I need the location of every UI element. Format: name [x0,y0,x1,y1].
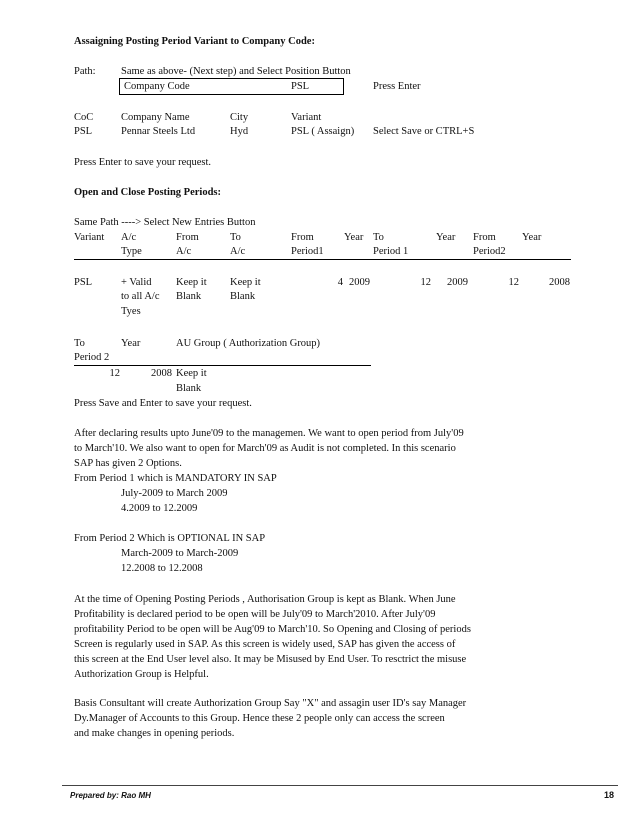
company-code-field-label: Company Code [124,81,190,92]
col-header-au-group: AU Group ( Authorization Group) [176,338,321,349]
paragraph-line: SAP has given 2 Options. [74,458,182,469]
section-heading-posting-period-variant: Assaigning Posting Period Variant to Company Code: [74,36,315,47]
paragraph-line: Dy.Manager of Accounts to this Group. Hence these 2 people only can access the screen [74,713,445,724]
option1-line: July-2009 to March 2009 [121,488,228,499]
press-enter-save-text: Press Enter to save your request. [74,157,212,168]
cell-au-group: Blank [176,383,202,394]
cell-variant: PSL [74,277,93,288]
cell-to-ac: Blank [230,291,256,302]
section-heading-open-close-periods: Open and Close Posting Periods: [74,187,222,198]
path-text: Same as above- (Next step) and Select Position Button [121,66,351,77]
company-code-field-value: PSL [291,81,310,92]
col-header-from-period1: Period1 [291,246,324,257]
col-header-from-ac: From [176,232,199,243]
col-header-to-period1: Period 1 [373,246,409,257]
path-label: Path: [74,66,96,77]
col-header-year: Year [121,338,141,349]
col-header-year3: Year [522,232,542,243]
col-header-year2: Year [436,232,456,243]
option1-title: From Period 1 which is MANDATORY IN SAP [74,473,277,484]
page-number: 18 [604,790,615,800]
cell-to-ac: Keep it [230,277,261,288]
press-save-text: Press Save and Enter to save your request. [74,398,252,409]
cell-year3: 2008 [549,277,570,288]
col-header-city: City [230,112,249,123]
paragraph-line: to March'10. We also want to open for March'09 as Audit is not completed. In this scenario [74,443,456,454]
save-instruction: Select Save or CTRL+S [373,126,475,137]
prepared-by: Prepared by: Rao MH [70,791,151,800]
cell-year1: 2009 [349,277,370,288]
col-header-to-ac: To [230,232,241,243]
paragraph-line: At the time of Opening Posting Periods , Authorisation Group is kept as Blank. When June [74,594,456,605]
cell-year2: 2009 [447,277,468,288]
cell-ac-type: to all A/c [121,291,160,302]
cell-from-ac: Keep it [176,277,207,288]
option1-line: 4.2009 to 12.2009 [121,503,198,514]
paragraph-line: Profitability is declared period to be open will be July'09 to March'2010. After July'09 [74,609,436,620]
cell-from-period1: 4 [337,277,343,288]
col-header-ac-type: Type [121,246,142,257]
paragraph-line: Authorization Group is Helpful. [74,669,209,680]
paragraph-line: this screen at the End User level also. It may be Misused by End User. To resctrict the misuse [74,654,467,665]
paragraph-line: profitability Period to be open will be Aug'09 to March'10. So Opening and Closing of periods [74,624,471,635]
col-header-year1: Year [344,232,364,243]
col-header-variant: Variant [74,232,105,243]
cell-company-name: Pennar Steels Ltd [121,126,196,137]
option2-title: From Period 2 Which is OPTIONAL IN SAP [74,533,266,544]
col-header-from-period2: From [473,232,496,243]
paragraph-line: Basis Consultant will create Authorization Group Say "X" and assagin user ID's say Manager [74,698,467,709]
table-header-divider [74,259,571,260]
col-header-from-period2: Period2 [473,246,506,257]
col-header-from-ac: A/c [176,246,192,257]
col-header-to-ac: A/c [230,246,246,257]
col-header-to-period2: Period 2 [74,352,110,363]
cell-coc: PSL [74,126,93,137]
cell-to-period2: 12 [109,368,120,379]
cell-variant: PSL ( Assaign) [291,126,355,137]
same-path-text: Same Path ----> Select New Entries Button [74,217,256,228]
cell-from-period2: 12 [508,277,519,288]
col-header-coc: CoC [74,112,94,123]
option2-line: 12.2008 to 12.2008 [121,563,203,574]
cell-from-ac: Blank [176,291,202,302]
press-enter-instruction: Press Enter [373,81,421,92]
cell-city: Hyd [230,126,249,137]
cell-ac-type: Tyes [121,306,141,317]
col-header-variant: Variant [291,112,322,123]
col-header-ac-type: A/c [121,232,137,243]
cell-ac-type: + Valid [121,277,152,288]
paragraph-line: After declaring results upto June'09 to the managemen. We want to open period from July'09 [74,428,464,439]
paragraph-line: Screen is regularly used in SAP. As this screen is widely used, SAP has given the access of [74,639,456,650]
col-header-from-period1: From [291,232,314,243]
col-header-company-name: Company Name [121,112,190,123]
table2-header-divider [74,365,371,366]
footer-rule [62,785,618,786]
cell-year: 2008 [151,368,172,379]
cell-au-group: Keep it [176,368,207,379]
paragraph-line: and make changes in opening periods. [74,728,235,739]
col-header-to-period2: To [74,338,85,349]
option2-line: March-2009 to March-2009 [121,548,239,559]
cell-to-period1: 12 [420,277,431,288]
col-header-to-period1: To [373,232,384,243]
